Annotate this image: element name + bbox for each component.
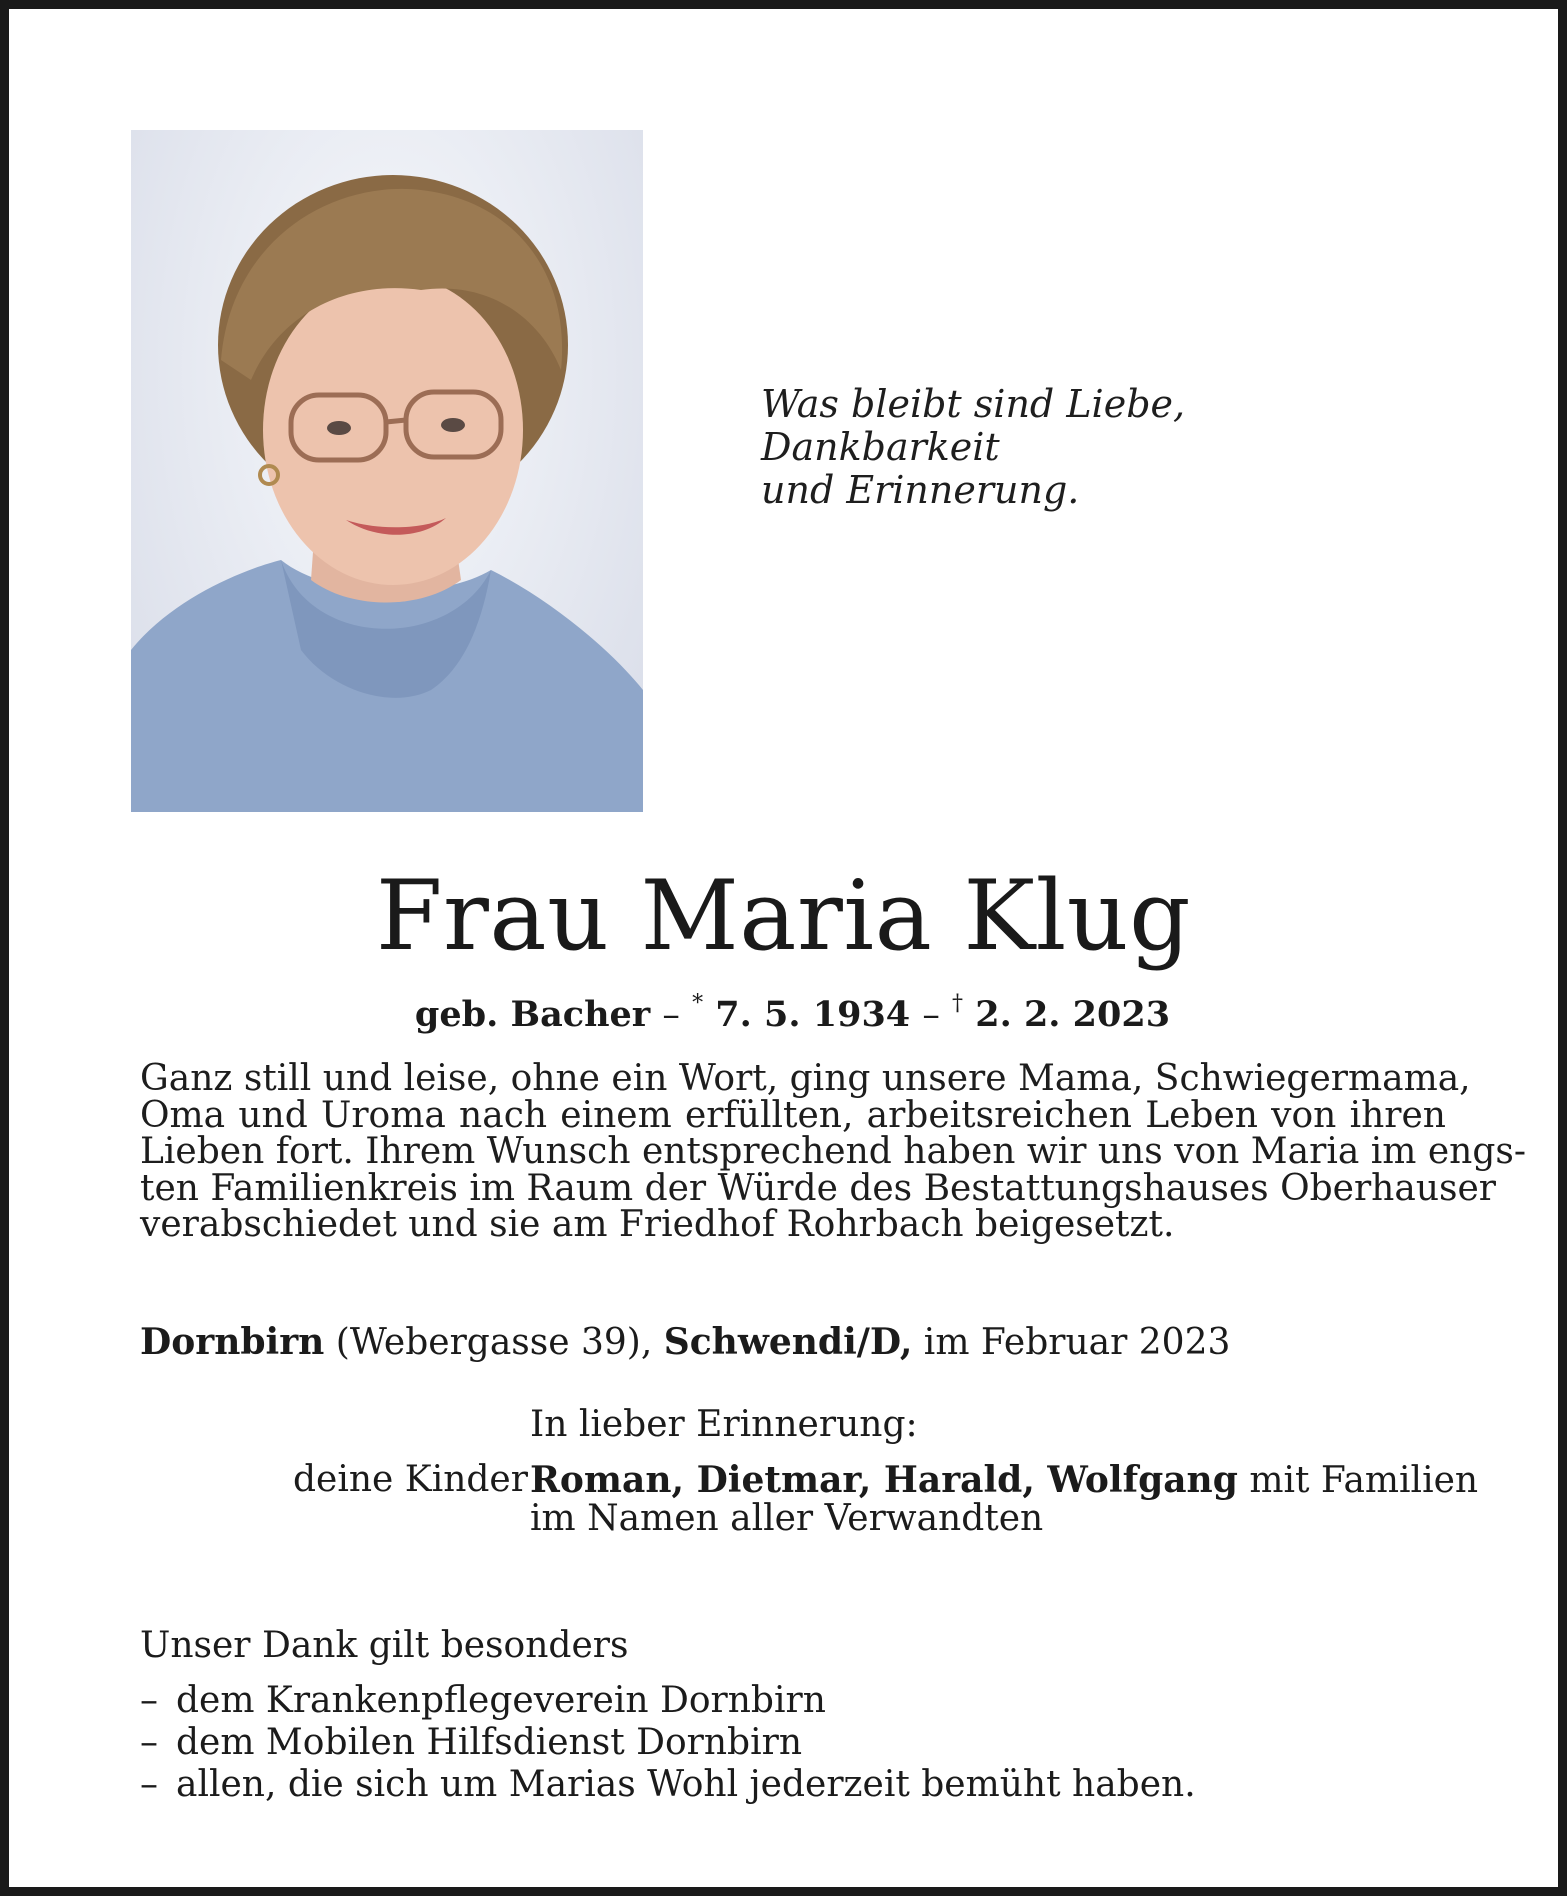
birth-symbol: * [692, 991, 704, 1016]
list-item-text: allen, die sich um Marias Wohl jederzeit bemüht haben. [176, 1764, 1196, 1805]
portrait-photo [131, 130, 643, 812]
birth-date: 7. 5. 1934 [715, 994, 911, 1035]
portrait-illustration [131, 130, 643, 812]
birth-death-line [9, 984, 1567, 1035]
relatives-line: im Namen aller Verwandten [530, 1498, 1044, 1539]
announcement-line: Oma und Uroma nach einem erfüllten, arbeitsreichen Leben von ihren [140, 1094, 1446, 1136]
children-line [530, 1460, 1478, 1501]
dash: – [140, 1722, 158, 1763]
separator: – [922, 995, 940, 1035]
death-symbol: † [952, 991, 964, 1016]
announcement-line: Ganz still und leise, ohne ein Wort, ging unsere Mama, Schwiegermama, [140, 1058, 1471, 1099]
city-2: Schwendi/D, [663, 1321, 913, 1363]
list-item [140, 1680, 1196, 1722]
announcement-line: verabschiedet und sie am Friedhof Rohrbach beigesetzt. [140, 1204, 1175, 1245]
separator: – [662, 995, 680, 1035]
children-names: Roman, Dietmar, Harald, Wolfgang [530, 1459, 1238, 1501]
announcement-text [140, 1058, 1527, 1245]
address: (Webergasse 39), [324, 1322, 664, 1363]
city: Dornbirn [140, 1321, 325, 1363]
list-item [140, 1764, 1196, 1806]
announcement-line: ten Familienkreis im Raum der Würde des Bestattungshauses Oberhauser [140, 1167, 1496, 1209]
list-item [140, 1722, 1196, 1764]
thanks-intro: Unser Dank gilt besonders [140, 1625, 629, 1666]
quote-line: Dankbarkeit [761, 425, 1000, 469]
death-date: 2. 2. 2023 [975, 994, 1171, 1035]
children-prefix: deine Kinder [293, 1459, 528, 1500]
deceased-name: Frau Maria Klug [375, 860, 1192, 972]
memorial-quote [761, 383, 1185, 512]
maiden-name: geb. Bacher [414, 994, 651, 1035]
dash: – [140, 1680, 158, 1721]
list-item-text: dem Krankenpflegeverein Dornbirn [176, 1680, 826, 1721]
list-item-text: dem Mobilen Hilfsdienst Dornbirn [176, 1722, 803, 1763]
quote-line: Was bleibt sind Liebe, [761, 382, 1186, 426]
place-date-line [140, 1322, 1230, 1363]
quote-line: und Erinnerung. [761, 468, 1080, 512]
dash: – [140, 1764, 158, 1805]
announcement-line: Lieben fort. Ihrem Wunsch entsprechend haben wir uns von Maria im engs- [140, 1131, 1527, 1172]
date: im Februar 2023 [912, 1322, 1231, 1363]
thanks-list [140, 1680, 1196, 1806]
remembrance-intro: In lieber Erinnerung: [530, 1404, 918, 1445]
children-suffix: mit Familien [1237, 1460, 1479, 1501]
